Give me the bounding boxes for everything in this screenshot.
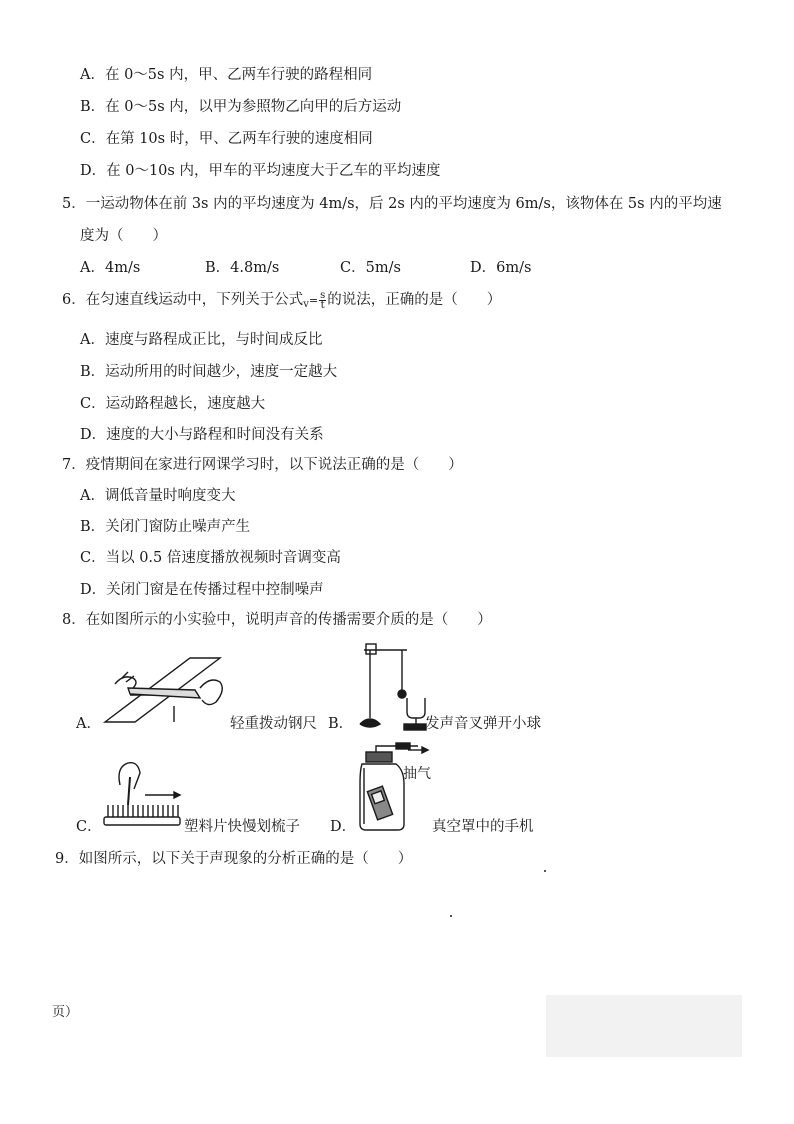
- q7-option-d: D．关闭门窗是在传播过程中控制噪声: [80, 582, 324, 598]
- q5-option-b: B．4.8m/s: [205, 260, 280, 276]
- scan-speck: [544, 870, 546, 872]
- formula-denominator: t: [320, 299, 325, 311]
- q5-option-d: D．6m/s: [470, 260, 532, 276]
- scan-smudge: [546, 995, 742, 1057]
- q6-stem-suffix: 的说法，正确的是（ ）: [327, 292, 502, 308]
- scan-speck: [450, 915, 452, 917]
- q8-option-b-caption: 发声音叉弹开小球: [425, 716, 541, 732]
- comb-figure: [100, 755, 185, 830]
- q7-stem: 7．疫情期间在家进行网课学习时，以下说法正确的是（ ）: [62, 457, 463, 473]
- stand-base: [360, 719, 380, 727]
- q6-stem: [62, 290, 501, 315]
- q4-option-a: A．在 0～5s 内，甲、乙两车行驶的路程相同: [80, 67, 373, 83]
- q8-option-a-caption: 轻重拨动钢尺: [230, 716, 317, 732]
- vacuum-jar-figure: [352, 742, 442, 834]
- q8-option-c-letter: C．: [76, 819, 102, 835]
- hand-left: [115, 677, 136, 688]
- q5-option-c: C．5m/s: [340, 260, 401, 276]
- q7-option-b: B．关闭门窗防止噪声产生: [80, 519, 251, 535]
- q6-option-c: C．运动路程越长，速度越大: [80, 396, 266, 412]
- tuning-fork-figure: [352, 640, 427, 732]
- q7-option-a: A．调低音量时响度变大: [80, 488, 236, 504]
- q8-option-c-caption: 塑料片快慢划梳子: [184, 819, 300, 835]
- q8-option-d-letter: D．: [330, 819, 357, 835]
- q6-option-b: B．运动所用的时间越少，速度一定越大: [80, 364, 338, 380]
- formula-v: v: [303, 299, 309, 310]
- q4-option-d: D．在 0～10s 内，甲车的平均速度大于乙车的平均速度: [80, 163, 441, 179]
- tuning-fork: [407, 698, 425, 718]
- q9-stem: 9．如图所示，以下关于声现象的分析正确的是（ ）: [55, 851, 413, 867]
- q8-option-a-letter: A．: [76, 716, 101, 732]
- q6-option-d: D．速度的大小与路程和时间没有关系: [80, 427, 324, 443]
- q6-stem-prefix: 6．在匀速直线运动中，下列关于公式: [62, 292, 304, 308]
- ball: [398, 690, 406, 698]
- jar-lid: [366, 752, 392, 762]
- q4-option-c: C．在第 10s 时，甲、乙两车行驶的速度相同: [80, 131, 373, 147]
- formula-equals: =: [308, 294, 319, 307]
- pump-air-label: 抽气: [403, 766, 431, 782]
- q8-option-b-letter: B．: [328, 716, 354, 732]
- hand-right: [200, 680, 222, 705]
- comb-spine: [104, 817, 180, 825]
- q7-option-c: C．当以 0.5 倍速度播放视频时音调变高: [80, 550, 341, 566]
- ruler-experiment-figure: [100, 650, 230, 730]
- q5-stem-line2: 度为（ ）: [80, 228, 167, 244]
- q6-option-a: A．速度与路程成正比，与时间成反比: [80, 332, 323, 348]
- q8-stem: 8．在如图所示的小实验中，说明声音的传播需要介质的是（ ）: [62, 612, 492, 628]
- q8-option-d-caption: 真空罩中的手机: [432, 819, 534, 835]
- comb-teeth: [108, 805, 178, 817]
- formula-fraction: [319, 291, 326, 310]
- footer-page-fragment: 页）: [52, 1005, 79, 1020]
- q4-option-b: B．在 0～5s 内，以甲为参照物乙向甲的后方运动: [80, 99, 402, 115]
- q5-stem-line1: 5．一运动物体在前 3s 内的平均速度为 4m/s，后 2s 内的平均速度为 6m/s，该物体在 5s 内的平均速: [62, 196, 722, 212]
- q5-option-a: A．4m/s: [80, 260, 141, 276]
- formula-numerator: s: [320, 289, 326, 301]
